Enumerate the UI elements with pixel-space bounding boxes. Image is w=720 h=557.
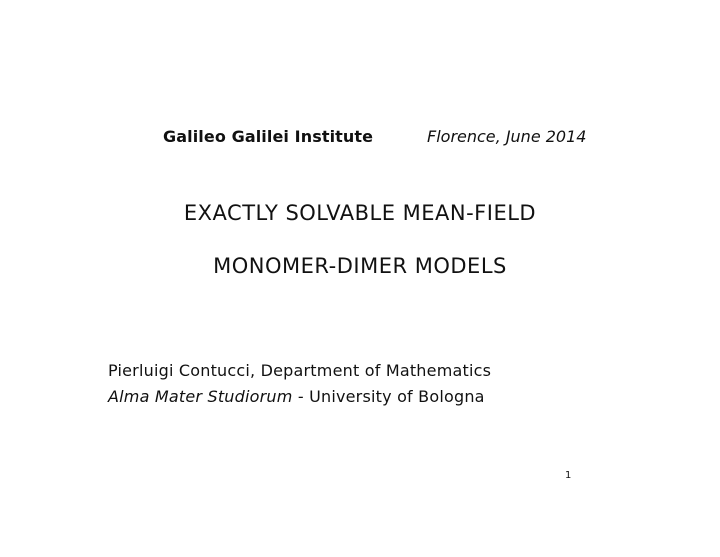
institute-name: Galileo Galilei Institute xyxy=(163,127,374,146)
page-number: 1 xyxy=(565,470,572,481)
affiliation-line xyxy=(108,387,485,406)
affiliation-rest: - University of Bologna xyxy=(292,387,485,406)
affiliation-italic: Alma Mater Studiorum xyxy=(108,387,293,406)
header-institute xyxy=(163,127,373,146)
slide-title-line-2: MONOMER-DIMER MODELS xyxy=(213,254,507,278)
author-line: Pierluigi Contucci, Department of Mathematics xyxy=(108,361,492,380)
slide-title-line-1: EXACTLY SOLVABLE MEAN-FIELD xyxy=(183,201,537,225)
header-venue: Florence, June 2014 xyxy=(427,127,587,146)
